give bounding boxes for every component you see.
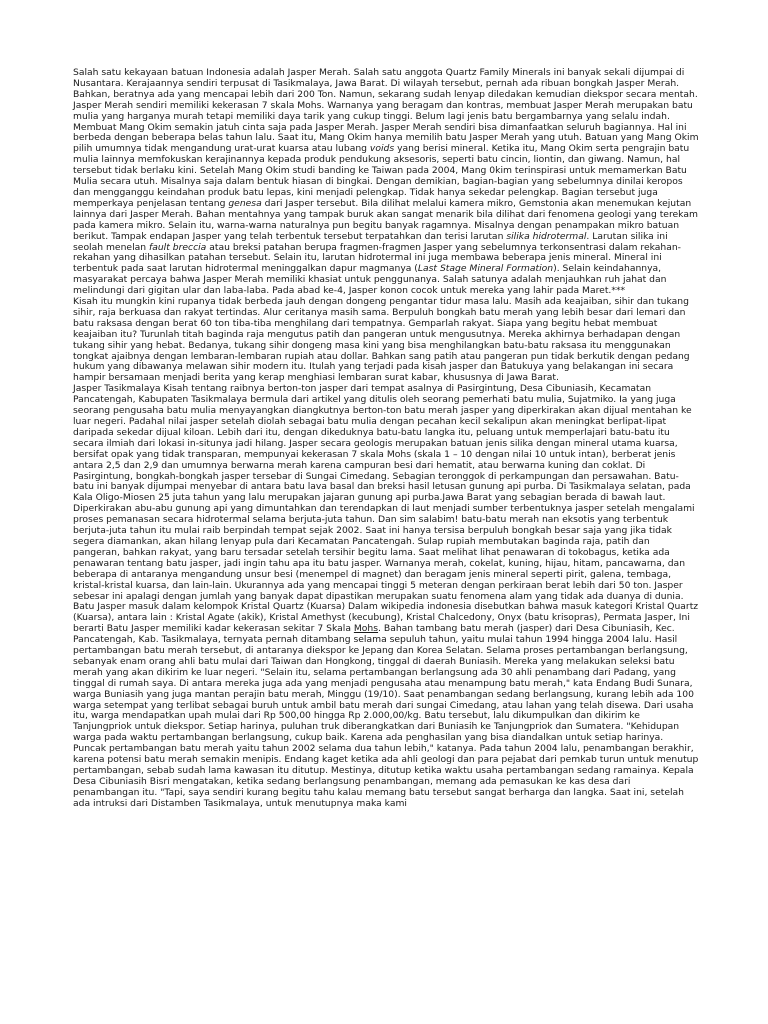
text-segment: dari Jasper tersebut. Bila dilihat melalui kamera mikro, Gemstonia akan menemukan kejutan lainnya dari Jasper Merah. Bahan mentahnya yang tampak buruk akan sangat menarik bila dilihat dari fenomena geologi yang terekam pada kamera mikro. Selain itu, warna-warna naturalnya pun begitu banyak ragamnya. Misalnya dengan penampakan mikro batuan berikut. Tampak endapan Jasper yang telah terbentuk tersebut terpatahkan dan terisi larutan: [73, 197, 698, 242]
paragraph-dongeng: [73, 297, 699, 384]
paragraph-jasper-intro: [73, 68, 699, 297]
text-segment: Jasper Tasikmalaya Kisah tentang raibnya berton-ton jasper dari tempat asalnya di Pasirgintung, Desa Cibuniasih, Kecamatan Pancatengah, Kabupaten Tasikmalaya bermula dari artikel yang ditulis oleh seorang pemerhati batu mulia, Sujatmiko. Ia yang juga seorang pengusaha batu mulia menyayangkan diangkutnya berton-ton batu merah jasper yang diperkirakan akan dijual mentahan ke luar negeri. Padahal nilai jasper setelah diolah sebagai batu mulia dengan pecahan kecil sekalipun akan meningkat berlipat-lipat daripada sekedar dijual kiloan. Lebih dari itu, dengan dikeduknya batu-batu langka itu, peluang untuk memperlajari batu-batu itu secara ilmiah dari lokasi in-situnya jadi hilang. Jasper secara geologis merupakan batuan jenis silika dengan mineral utama kuarsa, bersifat opak yang tidak transparan, mempunyai kekerasan 7 skala Mohs (skala 1 – 10 dengan nilai 10 untuk intan), berberat jenis antara 2,5 dan 2,9 dan umumnya berwarna merah karena campuran besi dari hematit, atau berwarna kuning dan coklat. Di Pasirgintung, bongkah-bongkah jasper tersebar di Sungai Cimedang. Sebagian teronggok di perkampungan dan persawahan. Batu-batu ini banyak dijumpai menyebar di antara batu lava basal dan breksi hasil letusan gunung api purba. Di Tasikmalaya selatan, pada Kala Oligo-Miosen 25 juta tahun yang lalu merupakan jajaran gunung api purba.Jawa Barat yang sebagian berada di bawah laut. Diperkirakan abu-abu gunung api yang dimuntahkan dan terendapkan di laut menjadi sumber terbentuknya jasper setelah mengalami proses pemanasan secara hidrotermal selama berjuta-juta tahun. Dan sim salabim! batu-batu merah nan eksotis yang terbentuk berjuta-juta tahun itu mulai raib berpindah tempat sejak 2002. Saat ini hanya tersisa berpuluh bongkah besar saja yang jika tidak segera diamankan, akan hilang lenyap pula dari Kecamatan Pancatengah. Sulap rupiah membutakan baginda raja, patih dan pangeran, bahkan rakyat, yang baru tersadar setelah tersihir begitu lama. Saat melihat lihat penawaran di tokobagus, ketika ada penawaran tentang batu jasper, jadi ingin tahu apa itu batu jasper. Warnanya merah, cokelat, kuning, hijau, hitam, pancawarna, dan beberapa di antaranya mengandung unsur besi (menempel di magnet) dan beragam jenis mineral seperti pirit, galena, tembaga, kristal-kristal kuarsa, dan lain-lain. Ukurannya ada yang mencapai tinggi 5 meteran dengan perkiraan berat lebih dari 50 ton. Jasper sebesar ini apalagi dengan jumlah yang banyak dapat dipastikan merupakan suatu fenomena alam yang tidak ada duanya di dunia.: [73, 383, 695, 602]
text-segment-italic: silika hidrotermal: [506, 230, 587, 242]
paragraph-kristal-quartz: [73, 602, 699, 809]
text-segment-italic: voids: [369, 143, 395, 155]
text-segment: Kisah itu mungkin kini rupanya tidak berbeda jauh dengan dongeng pengantar tidur masa lalu. Masih ada keajaiban, sihir dan tukang sihir, raja berkuasa dan rakyat tertindas. Alur ceritanya masih sama. Berpuluh bongkah batu merah yang lebih besar dari lemari dan batu raksasa dengan berat 60 ton tiba-tiba menghilang dari tempatnya. Gemparlah rakyat. Siapa yang begitu hebat membuat keajaiban itu? Turunlah titah baginda raja mengutus patih dan pangeran untuk mengusutnya. Mereka akhirnya berhadapan dengan tukang sihir yang hebat. Bedanya, tukang sihir dongeng masa kini yang bisa menghilangkan batu-batu raksasa itu menggunakan tongkat ajaibnya dengan lembaran-lembaran rupiah atau dollar. Bahkan sang patih atau pangeran pun tidak berkutik dengan pedang hukum yang dibawanya melawan sihir modern itu. Itulah yang terjadi pada kisah jasper dan Batukuya yang belakangan ini secara hampir bersamaan menjadi berita yang kerap menghiasi lembaran surat kabar, khususnya di Jawa Barat.: [73, 296, 690, 384]
paragraph-jasper-tasikmalaya: [73, 384, 699, 602]
text-segment: ). Selain keindahannya, masyarakat percaya bahwa Jasper Merah memiliki khasiat untuk penggunanya. Salah satunya adalah menjauhkan ruh jahat dan melindungi dari gigitan ular dan laba-laba. Pada abad ke-4, Jasper konon cocok untuk mereka yang lahir pada Maret.***: [73, 263, 667, 297]
text-segment: Salah satu kekayaan batuan Indonesia adalah Jasper Merah. Salah satu anggota Quartz Family Minerals ini banyak sekali dijumpai di Nusantara. Kerajaannya sendiri terpusat di Tasikmalaya, Jawa Barat. Di wilayah tersebut, pernah ada ribuan bongkah Jasper Merah. Bahkan, beratnya ada yang mencapai lebih dari 200 Ton. Namun, sekarang sudah lenyap diledakan kemudian diekspor secara mentah. Jasper Merah sendiri memiliki kekerasan 7 skala Mohs. Warnanya yang beragam dan kontras, membuat Jasper Merah merupakan batu mulia yang harganya murah tetapi memiliki daya tarik yang cukup tinggi. Belum lagi jenis batu bergambarnya yang selalu indah. Membuat Mang Okim semakin jatuh cinta saja pada Jasper Merah. Jasper Merah sendiri bisa dimanfaatkan seluruh bagiannya. Hal ini berbeda dengan beberapa belas tahun lalu. Saat itu, Mang Okim hanya memilih batu Jasper Merah yang utuh. Batuan yang Mang Okim pilih umumnya tidak mengandung urat-urat kuarsa atau lubang: [73, 67, 699, 155]
text-segment: Batu Jasper masuk dalam kelompok Kristal Quartz (Kuarsa) Dalam wikipedia indonesia disebutkan bahwa masuk kategori Kristal Quartz (Kuarsa), antara lain : Kristal Agate (akik), Kristal Amethyst (kecubung), Kristal Chalcedony, Onyx (batu krisopras), Permata Jasper, Ini berarti Batu Jasper memiliki kadar kekerasan sekitar 7 Skala: [73, 601, 699, 635]
text-segment: . Bahan tambang batu merah (jasper) dari Desa Cibuniasih, Kec. Pancatengah, Kab. Tasikmalaya, ternyata pernah ditambang selama sepuluh tahun, yaitu mulai tahun 1994 hingga 2004 lalu. Hasil pertambangan batu merah tersebut, di antaranya diekspor ke Jepang dan Korea Selatan. Selama proses pertambangan berlangsung, sebanyak enam orang ahli batu mulai dari Taiwan dan Hongkong, tinggal di daerah Buniasih. Mereka yang melakukan seleksi batu merah yang akan dikirim ke luar negeri. "Selain itu, selama pertambangan berlangsung ada 30 ahli penambang dari Padang, yang tinggal di rumah saya. Di antara mereka juga ada yang menjadi pengusaha atau menampung batu merah," kata Endang Budi Sunara, warga Buniasih yang juga mantan perajin batu merah, Minggu (19/10). Saat penambangan sedang berlangsung, kurang lebih ada 100 warga setempat yang terlibat sebagai buruh untuk ambil batu merah dari sungai Cimedang, atau lahan yang telah disewa. Dari usaha itu, warga mendapatkan upah mulai dari Rp 500,00 hingga Rp 2.000,00/kg. Batu tersebut, lalu dikumpulkan dan dikirim ke Tanjungpriok untuk diekspor. Setiap harinya, puluhan truk diberangkatkan dari Buniasih ke Tanjungpriok dan Sumatera. "Kehidupan warga pada waktu pertambangan berlangsung, cukup baik. Karena ada penghasilan yang bisa diandalkan untuk setiap harinya. Puncak pertambangan batu merah yaitu tahun 2002 selama dua tahun lebih," katanya. Pada tahun 2004 lalu, penambangan berakhir, karena potensi batu merah semakin menipis. Endang kaget ketika ada ahli geologi dan para pejabat dari pemkab turun untuk menutup pertambangan, sebab sudah lama kawasan itu ditutup. Mestinya, ditutup ketika waktu usaha pertambangan sedang ramainya. Kepala Desa Cibuniasih Bisri mengatakan, ketika sedang berlangsung penambangan, memang ada pemasukan ke kas desa dari penambangan itu. "Tapi, saya sendiri kurang begitu tahu kalau memang batu tersebut sangat berharga dan langka. Saat ini, setelah ada intruksi dari Distamben Tasikmalaya, untuk menutupnya maka kami: [73, 623, 699, 809]
text-segment-italic: genesa: [228, 197, 262, 209]
text-segment-italic: fault breccia: [149, 241, 207, 253]
mohs-link[interactable]: Mohs: [353, 623, 379, 635]
text-segment: atau breksi patahan berupa fragmen-fragmen Jasper yang sebelumnya terkonsentrasi dalam rekahan-rekahan yang dihasilkan patahan tersebut. Selain itu, larutan hidrotermal ini juga membawa beberapa jenis mineral. Mineral ini terbentuk pada saat larutan hidrotermal meninggalkan dapur magmanya (: [73, 241, 682, 275]
document-body: [73, 68, 699, 810]
text-segment-italic: Last Stage Mineral Formation: [417, 263, 554, 275]
text-segment: yang berisi mineral. Ketika itu, Mang Okim serta pengrajin batu mulia lainnya memfokuskan kerajinannya kepada produk pendukung aksesoris, seperti batu cincin, liontin, dan giwang. Namun, hal tersebut tidak berlaku kini. Setelah Mang Okim studi banding ke Taiwan pada 2004, Mang 0kim terinspirasi untuk memamerkan Batu Mulia secara utuh. Misalnya saja dalam bentuk hiasan di bingkai. Dengan demikian, bagian-bagian yang sebelumnya dinilai keropos dan mengganggu keindahan produk batu lepas, kini menjadi pelengkap. Tidak hanya sekedar pelengkap. Bagian tersebut juga memperkaya penjelasan tentang: [73, 143, 690, 209]
text-segment: . Larutan silika ini seolah menelan: [73, 230, 668, 253]
